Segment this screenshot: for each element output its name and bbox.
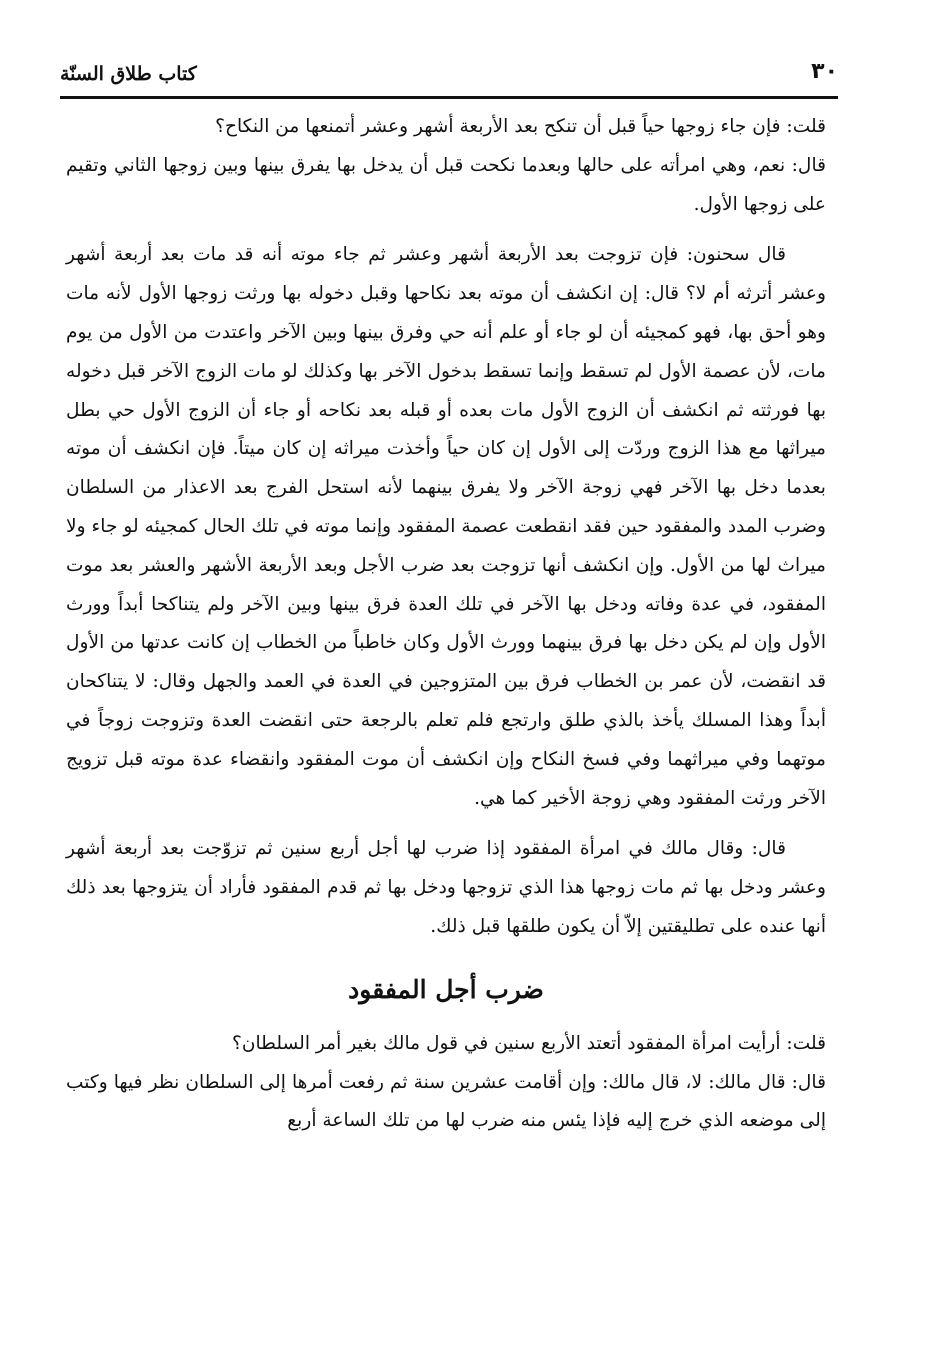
- paragraph-malik-remarriage: قال: وقال مالك في امرأة المفقود إذا ضرب لها أجل أربع سنين ثم تزوّجت بعد أربعة أشهر وعشر ودخل بها ثم مات زوجها هذا الذي تزوجها ودخل بها ثم قدم المفقود فأراد أن يتزوجها بعد ذلك أنها عنده على تطليقتين إلاّ أن يكون طلقها قبل ذلك.: [66, 838, 826, 937]
- section-heading: ضرب أجل المفقود: [348, 974, 544, 1004]
- page-header: [60, 52, 838, 90]
- header-rule: [60, 96, 838, 99]
- paragraph-question-waiting-period: قلت: أرأيت امرأة المفقود أتعتد الأربع سنين في قول مالك بغير أمر السلطان؟: [231, 1032, 826, 1054]
- running-title: كتاب طلاق السنّة: [60, 63, 197, 85]
- paragraph-question-return: قلت: فإن جاء زوجها حياً قبل أن تنكح بعد الأربعة أشهر وعشر أتمنعها من النكاح؟: [215, 116, 826, 137]
- paragraph-sahnun-inheritance: قال سحنون: فإن تزوجت بعد الأربعة أشهر وعشر ثم جاء موته أنه قد مات بعد أربعة أشهر وعشر أترثه أم لا؟ قال: إن انكشف أن موته بعد نكاحها وقبل دخوله بها ورثت زوجها الأول لأنه مات وهو أحق بها، فهو كمجيئه أن لو جاء أو علم أنه حي وفرق بينها وبين الآخر واعتدت من الأول من يوم مات، لأن عصمة الأول لم تسقط وإنما تسقط بدخول الآخر بها وكذلك لو مات الزوج الآخر قبل دخوله بها فورثته ثم انكشف أن الزوج الأول مات بعده أو قبله بعد نكاحه أو جاء أن الزوج الأول حي بطل ميراثها مع هذا الزوج وردّت إلى الأول إن كان حياً وأخذت ميراثه إن كان ميتاً. فإن انكشف أن موته بعدما دخل بها الآخر فهي زوجة الآخر ولا يفرق بينهما لأنه استحل الفرج بعد الاعذار من السلطان وضرب المدد والمفقود حين فقد انقطعت عصمة المفقود وإنما موته في تلك الحال كمجيئه لو جاء ولا ميراث لها من الأول. وإن انكشف أنها تزوجت بعد ضرب الأجل وبعد الأربعة الأشهر والعشر بعد موت المفقود، في عدة وفاته ودخل بها الآخر في تلك العدة فرق بينها وبين الآخر ولم يتناكحا أبداً وورث الأول وإن لم يكن دخل بها فرق بينهما وورث الأول وكان خاطباً من الخطاب إن كانت عدتها من الأول قد انقضت، لأن عمر بن الخطاب فرق بين المتزوجين في العدة في العمد والجهل وقال: لا يتناكحان أبداً وهذا المسلك يأخذ بالذي طلق وارتجع فلم تعلم بالرجعة حتى انقضت العدة وتزوجت زوجاً في موتهما وفي ميراثهما وفي فسخ النكاح وإن انكشف أن موت المفقود وانقضاء عدة موته قبل تزويج الآخر ورثت المفقود وهي زوجة الأخير كما هي.: [66, 244, 826, 809]
- paragraph-answer-waiting-period: قال: قال مالك: لا، قال مالك: وإن أقامت عشرين سنة ثم رفعت أمرها إلى السلطان نظر فيها وكتب إلى موضعه الذي خرج إليه فإذا يئس منه ضرب لها من تلك الساعة أربع: [66, 1071, 826, 1132]
- page-number: ٣٠: [811, 59, 838, 84]
- page-body: [66, 108, 826, 1141]
- paragraph-answer-return: قال: نعم، وهي امرأته على حالها وبعدما نكحت قبل أن يدخل بها يفرق بينها وبين زوجها الثاني وتقيم على زوجها الأول.: [66, 154, 826, 215]
